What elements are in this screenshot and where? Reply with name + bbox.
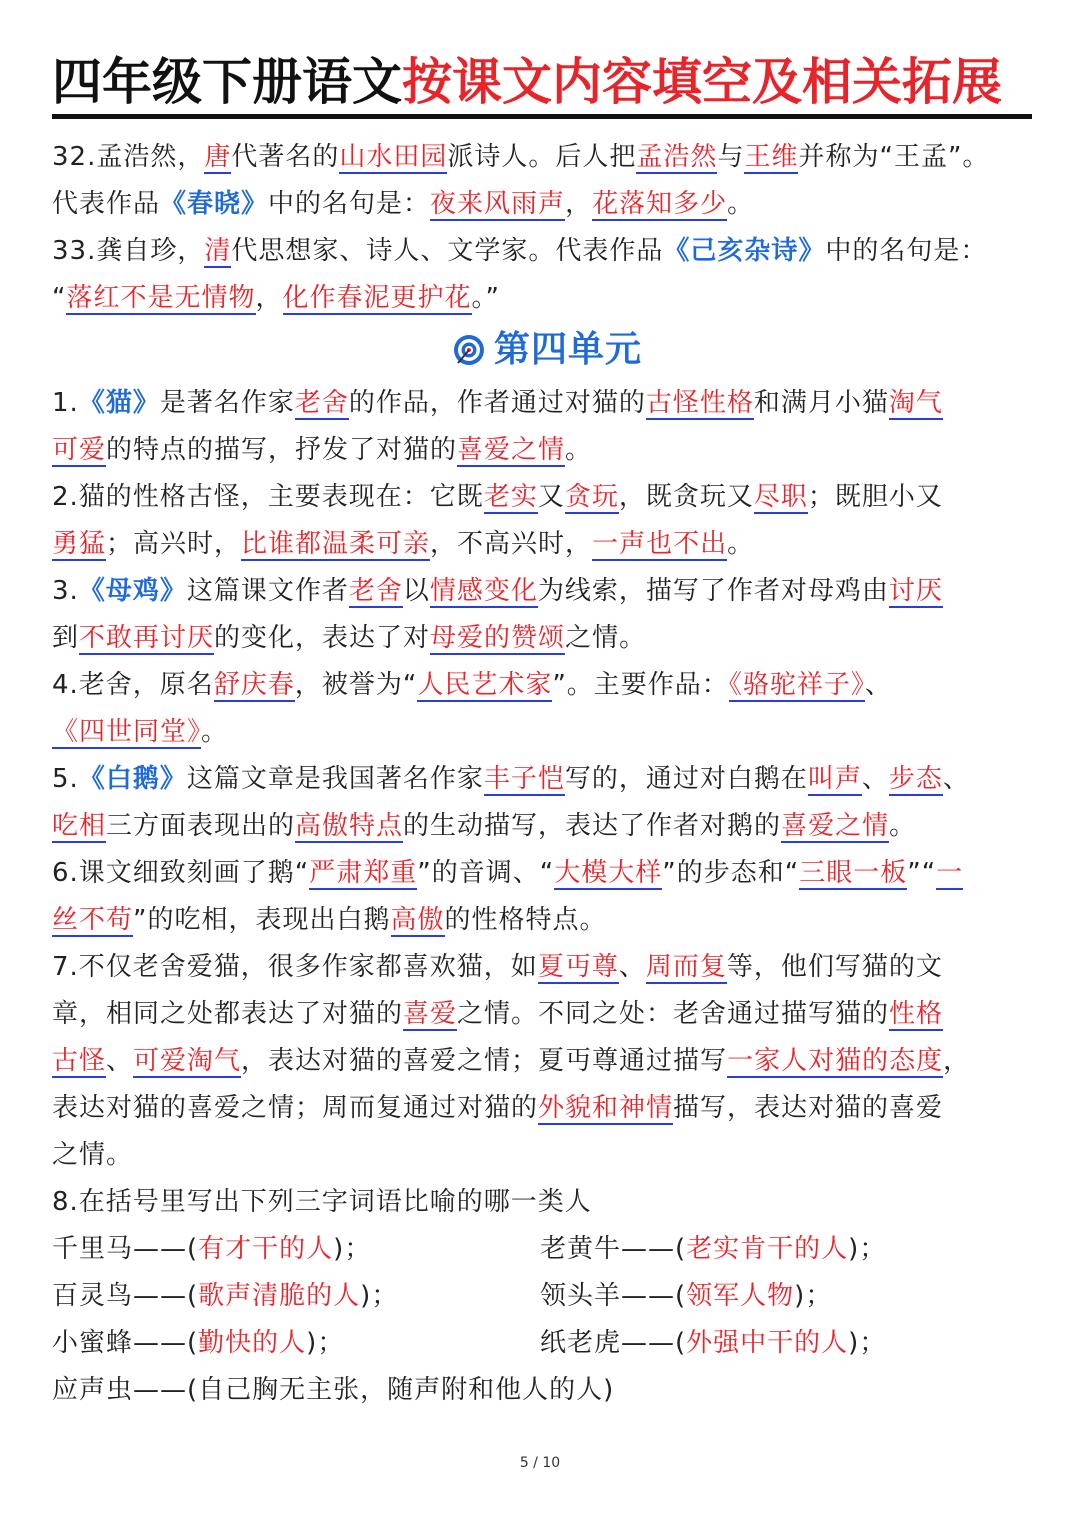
text: ”。主要作品： bbox=[552, 670, 729, 700]
item-u2 bbox=[52, 474, 1042, 568]
pair-left bbox=[52, 1320, 540, 1367]
text: 和满月小猫 bbox=[753, 388, 889, 418]
text: ，不高兴时， bbox=[430, 529, 593, 559]
answer: 《骆驼祥子》 bbox=[728, 670, 865, 700]
unit-heading bbox=[52, 322, 1042, 380]
answer: 老舍 bbox=[348, 576, 403, 606]
word: 老黄牛——( bbox=[540, 1234, 687, 1264]
text: 4.老舍，原名 bbox=[52, 670, 214, 700]
text: 之情。 bbox=[52, 1140, 134, 1170]
answer: 外貌和神情 bbox=[538, 1093, 674, 1123]
text: 等，他们写猫的文 bbox=[726, 952, 943, 982]
text: 代著名的 bbox=[231, 142, 340, 172]
pair-row bbox=[52, 1226, 1042, 1273]
text: 写的，通过对白鹅在 bbox=[564, 764, 808, 794]
answer: 孟浩然 bbox=[636, 142, 718, 172]
text: 2.猫的性格古怪，主要表现在：它既 bbox=[52, 482, 484, 512]
text: 、 bbox=[861, 764, 889, 794]
text: 派诗人。后人把 bbox=[447, 142, 637, 172]
text: 3. bbox=[52, 576, 79, 606]
answer: 喜爱之情 bbox=[457, 435, 566, 465]
answer: 王维 bbox=[744, 142, 799, 172]
text: ，既贪玩又 bbox=[618, 482, 754, 512]
item-u4 bbox=[52, 662, 1042, 756]
text: 。 bbox=[727, 529, 755, 559]
answer: 外强中干的人 bbox=[686, 1328, 849, 1358]
book-title: 《母鸡》 bbox=[78, 576, 187, 606]
text: 到 bbox=[52, 623, 80, 653]
item-u7 bbox=[52, 944, 1042, 1179]
book-title: 《春晓》 bbox=[160, 189, 269, 219]
answer: 勇猛 bbox=[52, 529, 107, 559]
pair-right bbox=[540, 1320, 1028, 1367]
text: 的性格特点。 bbox=[444, 905, 607, 935]
text: 与 bbox=[717, 142, 745, 172]
title-black-part: 四年级下册语文 bbox=[52, 52, 402, 111]
pair-left bbox=[52, 1273, 540, 1320]
answer: 喜爱 bbox=[403, 999, 458, 1029]
answer: 丰子恺 bbox=[483, 764, 565, 794]
answer: 山水田园 bbox=[339, 142, 448, 172]
text: ；高兴时， bbox=[106, 529, 242, 559]
word: 百灵鸟——( bbox=[52, 1281, 199, 1311]
word: 应声虫——( bbox=[52, 1375, 199, 1405]
text: 。 bbox=[889, 811, 917, 841]
text: )； bbox=[360, 1281, 399, 1311]
text: 以 bbox=[402, 576, 430, 606]
text: 5. bbox=[52, 764, 79, 794]
text: 、 bbox=[106, 1046, 134, 1076]
answer: 情感变化 bbox=[429, 576, 538, 606]
answer: 勤快的人 bbox=[198, 1328, 307, 1358]
item-u1 bbox=[52, 380, 1042, 474]
text: 表达对猫的喜爱之情；周而复通过对猫的 bbox=[52, 1093, 539, 1123]
word: 小蜜蜂——( bbox=[52, 1328, 199, 1358]
item-32 bbox=[52, 134, 1042, 228]
answer: 母爱的赞颂 bbox=[430, 623, 566, 653]
text: 1. bbox=[52, 388, 79, 418]
word: 纸老虎——( bbox=[540, 1328, 687, 1358]
pair-row bbox=[52, 1273, 1042, 1320]
target-icon bbox=[452, 328, 486, 362]
text: ”“ bbox=[907, 858, 937, 888]
text: 之情。不同之处：老舍通过描写猫的 bbox=[457, 999, 890, 1029]
text: 7.不仅老舍爱猫，很多作家都喜欢猫，如 bbox=[52, 952, 538, 982]
text: 中的名句是： bbox=[268, 189, 431, 219]
text: 为线索，描写了作者对母鸡由 bbox=[537, 576, 889, 606]
text: ， bbox=[565, 189, 593, 219]
text: ”的步态和“ bbox=[662, 858, 800, 888]
text: 、 bbox=[864, 670, 892, 700]
item-u6 bbox=[52, 850, 1042, 944]
item-33 bbox=[52, 228, 1042, 322]
text: ”的吃相，表现出白鹅 bbox=[133, 905, 391, 935]
text: 代表作品 bbox=[52, 189, 161, 219]
answer: 唐 bbox=[204, 142, 232, 172]
pair-right bbox=[540, 1273, 1028, 1320]
text: 、 bbox=[618, 952, 646, 982]
pair-right bbox=[540, 1226, 1028, 1273]
title-red-part: 按课文内容填空及相关拓展 bbox=[402, 52, 1002, 111]
answer: 高傲特点 bbox=[295, 811, 404, 841]
answer: 喜爱之情 bbox=[781, 811, 890, 841]
text: 又 bbox=[537, 482, 565, 512]
answer: 古怪性格 bbox=[645, 388, 754, 418]
text: 章，相同之处都表达了对猫的 bbox=[52, 999, 404, 1029]
content bbox=[52, 134, 1042, 1414]
answer: 人民艺术家 bbox=[417, 670, 553, 700]
unit-title: 第四单元 bbox=[493, 329, 642, 370]
text: ， bbox=[943, 1046, 971, 1076]
text: ) bbox=[603, 1375, 615, 1405]
answer: 性格 bbox=[889, 999, 944, 1029]
answer: 领军人物 bbox=[686, 1281, 795, 1311]
answer: 尽职 bbox=[753, 482, 808, 512]
word: 千里马——( bbox=[52, 1234, 199, 1264]
item-u5 bbox=[52, 756, 1042, 850]
pair-row bbox=[52, 1320, 1042, 1367]
text: 的生动描写，表达了作者对鹅的 bbox=[403, 811, 782, 841]
text: 。 bbox=[201, 717, 229, 747]
book-title: 《白鹅》 bbox=[78, 764, 187, 794]
text: 并称为“王孟”。 bbox=[798, 142, 990, 172]
book-title: 《己亥杂诗》 bbox=[663, 236, 826, 266]
text: “ bbox=[52, 283, 67, 313]
answer: 歌声清脆的人 bbox=[198, 1281, 361, 1311]
item-u3 bbox=[52, 568, 1042, 662]
text: 33.龚自珍， bbox=[52, 236, 205, 266]
text: 代思想家、诗人、文学家。代表作品 bbox=[231, 236, 664, 266]
text: 三方面表现出的 bbox=[106, 811, 296, 841]
text: 。 bbox=[727, 189, 755, 219]
text: 描写，表达对猫的喜爱 bbox=[673, 1093, 944, 1123]
answer: 贪玩 bbox=[564, 482, 619, 512]
text: 6.课文细致刻画了鹅“ bbox=[52, 858, 310, 888]
text: ，被誉为“ bbox=[294, 670, 418, 700]
text: )； bbox=[333, 1234, 372, 1264]
answer: 高傲 bbox=[390, 905, 445, 935]
text: )； bbox=[848, 1328, 887, 1358]
book-title: 《猫》 bbox=[78, 388, 160, 418]
text: )； bbox=[794, 1281, 833, 1311]
answer: 清 bbox=[204, 236, 232, 266]
answer: 化作春泥更护花 bbox=[282, 283, 472, 313]
answer: 可爱 bbox=[52, 435, 107, 465]
answer: 讨厌 bbox=[888, 576, 943, 606]
text: )； bbox=[306, 1328, 345, 1358]
answer: 吃相 bbox=[52, 811, 107, 841]
answer: 叫声 bbox=[807, 764, 862, 794]
answer: 不敢再讨厌 bbox=[79, 623, 215, 653]
text: 这篇课文作者 bbox=[186, 576, 349, 606]
answer: 步态 bbox=[888, 764, 943, 794]
answer: 古怪 bbox=[52, 1046, 107, 1076]
text: 中的名句是： bbox=[825, 236, 988, 266]
answer: 可爱淘气 bbox=[133, 1046, 242, 1076]
text: 的作品，作者通过对猫的 bbox=[348, 388, 646, 418]
answer: 一家人对猫的态度 bbox=[727, 1046, 944, 1076]
answer: 花落知多少 bbox=[592, 189, 728, 219]
pair-last bbox=[52, 1367, 1042, 1414]
answer: 老实肯干的人 bbox=[686, 1234, 849, 1264]
answer: 舒庆春 bbox=[213, 670, 295, 700]
answer: 老实 bbox=[483, 482, 538, 512]
answer: 比谁都温柔可亲 bbox=[241, 529, 431, 559]
word: 领头羊——( bbox=[540, 1281, 687, 1311]
answer: 三眼一板 bbox=[799, 858, 908, 888]
text: 。 bbox=[565, 435, 593, 465]
answer: 《四世同堂》 bbox=[52, 717, 202, 747]
text: 32.孟浩然， bbox=[52, 142, 205, 172]
answer: 老舍 bbox=[294, 388, 349, 418]
answer: 自己胸无主张，随声附和他人的人 bbox=[198, 1375, 604, 1405]
answer: 周而复 bbox=[645, 952, 727, 982]
item-u8-intro: 8.在括号里写出下列三字词语比喻的哪一类人 bbox=[52, 1187, 592, 1217]
answer: 严肃郑重 bbox=[309, 858, 418, 888]
text: ；既胆小又 bbox=[807, 482, 943, 512]
answer: 有才干的人 bbox=[198, 1234, 334, 1264]
text: 的特点的描写，抒发了对猫的 bbox=[106, 435, 458, 465]
text: ，表达对猫的喜爱之情；夏丏尊通过描写 bbox=[241, 1046, 728, 1076]
answer: 大模大样 bbox=[554, 858, 663, 888]
answer: 夜来风雨声 bbox=[430, 189, 566, 219]
text: 这篇文章是我国著名作家 bbox=[186, 764, 484, 794]
text: 、 bbox=[942, 764, 970, 794]
page-number: 5 / 10 bbox=[519, 1455, 561, 1471]
answer: 落红不是无情物 bbox=[66, 283, 256, 313]
page-title bbox=[52, 52, 1032, 119]
text: 的变化，表达了对 bbox=[214, 623, 431, 653]
pair-left bbox=[52, 1226, 540, 1273]
answer: 淘气 bbox=[888, 388, 943, 418]
answer: 夏丏尊 bbox=[537, 952, 619, 982]
text: 之情。 bbox=[565, 623, 647, 653]
text: )； bbox=[848, 1234, 887, 1264]
answer: 丝不苟 bbox=[52, 905, 134, 935]
answer: 一声也不出 bbox=[592, 529, 728, 559]
text: 是著名作家 bbox=[159, 388, 295, 418]
answer: 一 bbox=[936, 858, 964, 888]
text: ， bbox=[255, 283, 283, 313]
text: ”的音调、“ bbox=[417, 858, 555, 888]
text: 。” bbox=[471, 283, 501, 313]
